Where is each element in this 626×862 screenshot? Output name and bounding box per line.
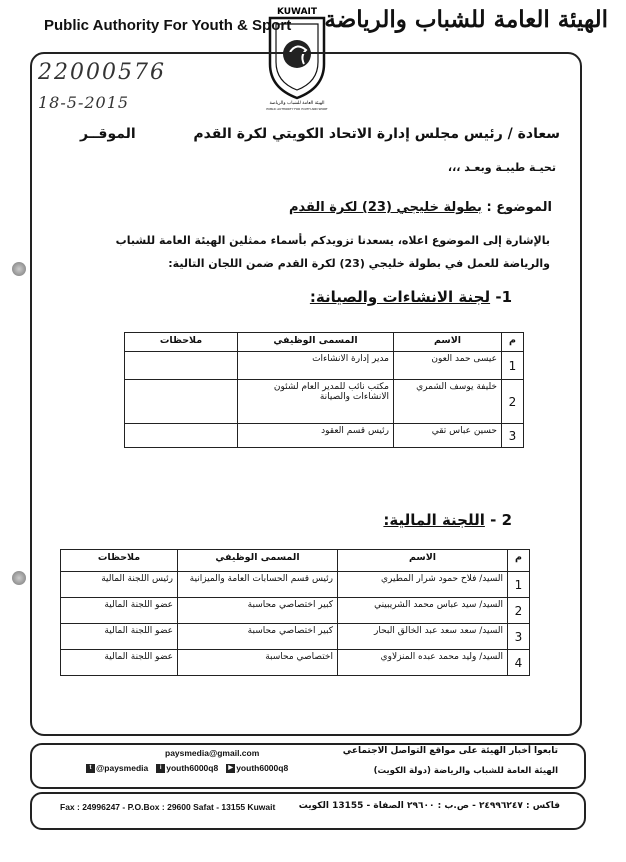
table-row bbox=[61, 598, 530, 624]
section1-heading bbox=[310, 288, 512, 306]
instagram-handle: i youth6000q8 bbox=[156, 763, 218, 773]
subject-text: بطولة خليجي (23) لكرة القدم bbox=[288, 200, 482, 215]
org-name-en: Public Authority For Youth & Sport bbox=[44, 17, 292, 34]
table-row bbox=[125, 424, 524, 448]
intro-line-2: والرياضة للعمل في بطولة خليجي (23) لكرة القدم ضمن اللجان التالية: bbox=[168, 257, 550, 270]
row-title: رئيس قسم الحسابات العامة والميزانية bbox=[178, 572, 338, 598]
row-num: 4 bbox=[508, 650, 530, 676]
row-notes: رئيس اللجنة المالية bbox=[61, 572, 178, 598]
table-row bbox=[125, 380, 524, 424]
greeting: تحيـة طيبـة وبعـد ،،، bbox=[447, 161, 556, 174]
instagram-icon: i bbox=[156, 764, 165, 773]
row-title: كبير اختصاصي محاسبة bbox=[178, 598, 338, 624]
row-name: السيد/ سيد عباس محمد الشريبيني bbox=[338, 598, 508, 624]
row-name: السيد/ سعد سعد عبد الخالق البحار bbox=[338, 624, 508, 650]
col-title-header: المسمى الوظيفي bbox=[238, 333, 394, 352]
section1-title: لجنة الانشاءات والصيانة: bbox=[309, 288, 491, 306]
row-name: السيد/ وليد محمد عبده المنزلاوي bbox=[338, 650, 508, 676]
org-name-ar: الهيئة العامة للشباب والرياضة bbox=[324, 6, 608, 33]
follow-us-text: تابعوا أخبار الهيئة على مواقع التواصل الاجتماعي bbox=[342, 746, 558, 756]
punch-hole-top bbox=[12, 262, 26, 276]
table-row bbox=[61, 572, 530, 598]
row-title: رئيس قسم العقود bbox=[238, 424, 394, 448]
punch-hole-bottom bbox=[12, 571, 26, 585]
table-header-row bbox=[61, 550, 530, 572]
logo-caption-en: PUBLIC AUTHORITY FOR YOUTH AND SPORT bbox=[266, 107, 328, 111]
logo-text: KUWAIT bbox=[276, 7, 318, 17]
row-title: اختصاصي محاسبة bbox=[178, 650, 338, 676]
row-notes: عضو اللجنة المالية bbox=[61, 650, 178, 676]
handwritten-date: 18-5-2015 bbox=[38, 93, 130, 112]
table-header-row bbox=[125, 333, 524, 352]
row-notes: عضو اللجنة المالية bbox=[61, 624, 178, 650]
row-notes bbox=[125, 424, 238, 448]
row-num: 3 bbox=[508, 624, 530, 650]
table-row bbox=[61, 650, 530, 676]
row-title: مكتب نائب للمدير العام لشئون الانشاءات والصيانة bbox=[238, 380, 394, 424]
row-num: 1 bbox=[508, 572, 530, 598]
youtube-icon: ▶ bbox=[226, 764, 235, 773]
salutation: الموقــر bbox=[80, 126, 136, 142]
social-handles bbox=[86, 763, 288, 773]
row-name: عيسى حمد العون bbox=[394, 352, 502, 380]
section2-number: 2 - bbox=[490, 511, 512, 529]
col-notes-header: ملاحظات bbox=[61, 550, 178, 572]
row-name: خليفة يوسف الشمري bbox=[394, 380, 502, 424]
footer-fax-ar: فاكس : ٢٤٩٩٦٢٤٧ - ص.ب : ٢٩٦٠٠ الصفاة - 13155 الكويت bbox=[298, 801, 560, 811]
footer-fax-en: Fax : 24996247 - P.O.Box : 29600 Safat - 13155 Kuwait bbox=[60, 802, 276, 812]
section1-number: 1- bbox=[495, 288, 512, 306]
subject-line bbox=[289, 200, 552, 215]
col-num-header: م bbox=[508, 550, 530, 572]
row-notes bbox=[125, 380, 238, 424]
col-notes-header: ملاحظات bbox=[125, 333, 238, 352]
section2-title: اللجنة المالية: bbox=[383, 511, 485, 529]
row-num: 2 bbox=[508, 598, 530, 624]
addressee bbox=[80, 126, 560, 142]
twitter-icon: t bbox=[86, 764, 95, 773]
contact-address: الهيئة العامة للشباب والرياضة (دولة الكويت) bbox=[373, 766, 558, 776]
row-notes bbox=[125, 352, 238, 380]
col-name-header: الاسم bbox=[394, 333, 502, 352]
section2-heading bbox=[383, 511, 512, 529]
contact-email: paysmedia@gmail.com bbox=[165, 748, 260, 758]
youtube-handle: ▶ youth6000q8 bbox=[226, 763, 288, 773]
row-title: كبير اختصاصي محاسبة bbox=[178, 624, 338, 650]
table-row bbox=[125, 352, 524, 380]
construction-committee-table bbox=[124, 332, 524, 448]
subject-label: الموضوع : bbox=[486, 200, 552, 215]
col-num-header: م bbox=[502, 333, 524, 352]
row-num: 3 bbox=[502, 424, 524, 448]
col-title-header: المسمى الوظيفي bbox=[178, 550, 338, 572]
finance-committee-table bbox=[60, 549, 530, 676]
row-notes: عضو اللجنة المالية bbox=[61, 598, 178, 624]
twitter-handle: t @paysmedia bbox=[86, 763, 148, 773]
addressee-text: سعادة / رئيس مجلس إدارة الاتحاد الكويتي لكرة القدم bbox=[193, 126, 560, 142]
row-name: السيد/ فلاح حمود شرار المطيري bbox=[338, 572, 508, 598]
logo-caption-ar: الهيئة العامة للشباب والرياضة bbox=[269, 101, 325, 106]
col-name-header: الاسم bbox=[338, 550, 508, 572]
intro-paragraph bbox=[82, 229, 550, 275]
row-name: حسين عباس تقي bbox=[394, 424, 502, 448]
intro-line-1: بالإشارة إلى الموضوع اعلاه، يسعدنا تزويدكم بأسماء ممثلين الهيئة العامة للشباب bbox=[115, 234, 550, 247]
row-title: مدير إدارة الانشاءات bbox=[238, 352, 394, 380]
row-num: 2 bbox=[502, 380, 524, 424]
handwritten-ref-number: 22000576 bbox=[38, 60, 166, 85]
table-row bbox=[61, 624, 530, 650]
row-num: 1 bbox=[502, 352, 524, 380]
